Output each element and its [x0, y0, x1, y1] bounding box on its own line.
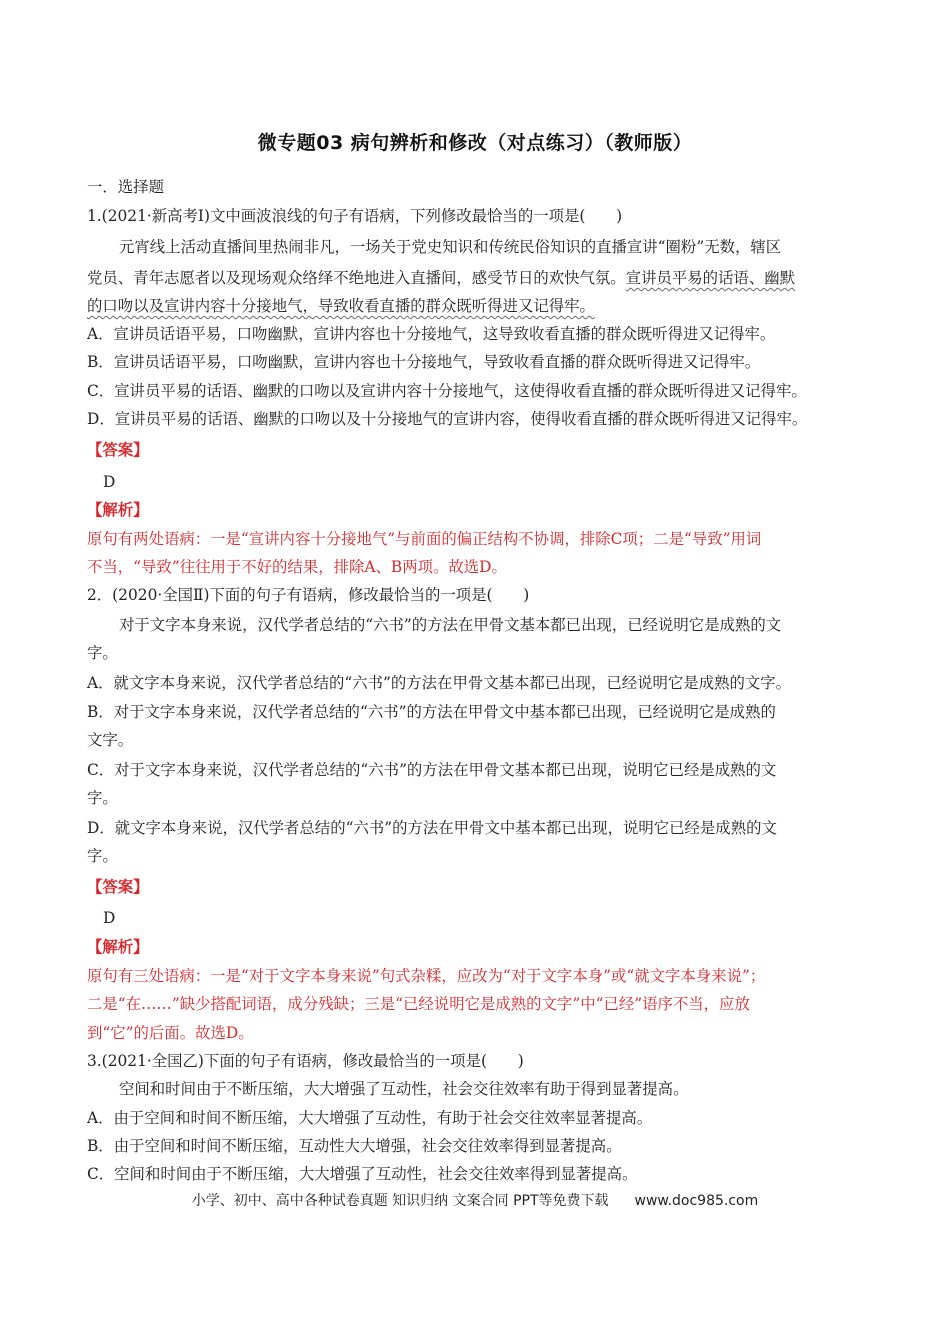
page-footer — [0, 1190, 950, 1210]
q2-answer: D — [103, 909, 116, 927]
q2-answer-tag: 【答案】 — [87, 878, 149, 896]
q1-option-d: D．宣讲员平易的话语、幽默的口吻以及十分接地气的宣讲内容，使得收看直播的群众既听得进又记得牢。 — [87, 410, 808, 428]
q2-passage-line-2: 字。 — [87, 644, 118, 662]
q1-analysis-tag: 【解析】 — [87, 501, 149, 519]
q1-option-a: A．宣讲员话语平易，口吻幽默，宣讲内容也十分接地气，这导致收看直播的群众既听得进又记得牢。 — [87, 325, 776, 343]
q1-stem: 1.(2021·新高考Ⅰ)文中画波浪线的句子有语病，下列修改最恰当的一项是( ) — [87, 207, 623, 225]
q1-analysis-line-2: 不当，“导致”往往用于不好的结果，排除A、B两项。故选D。 — [87, 558, 507, 576]
q3-passage: 空间和时间由于不断压缩，大大增强了互动性，社会交往效率有助于得到显著提高。 — [119, 1080, 689, 1098]
q2-option-c-line-2: 字。 — [87, 789, 118, 807]
q3-stem: 3.(2021·全国乙)下面的句子有语病，修改最恰当的一项是( ) — [87, 1052, 524, 1070]
q2-analysis-line-1: 原句有三处语病：一是“对于文字本身来说”句式杂糅，应改为“对于文字本身”或“就文字本身来说”； — [87, 967, 766, 985]
q1-passage-line-2 — [87, 267, 867, 289]
q1-option-b: B．宣讲员话语平易，口吻幽默，宣讲内容也十分接地气，导致收看直播的群众既听得进又记得牢。 — [87, 353, 761, 371]
footer-text: 小学、初中、高中各种试卷真题 知识归纳 文案合同 PPT等免费下载 — [191, 1193, 609, 1209]
q2-analysis-line-2: 二是“在……”缺少搭配词语，成分残缺；三是“已经说明它是成熟的文字”中“已经”语序不当，应放 — [87, 995, 750, 1013]
q1-passage-line-3 — [87, 295, 867, 317]
q1-analysis-line-1: 原句有两处语病：一是“宣讲内容十分接地气”与前面的偏正结构不协调，排除C项；二是“导致”用词 — [87, 530, 762, 548]
page-title: 微专题03 病句辨析和修改（对点练习）（教师版） — [257, 132, 693, 154]
q2-option-a: A．就文字本身来说，汉代学者总结的“六书”的方法在甲骨文基本都已出现，已经说明它是成熟的文字。 — [87, 674, 792, 692]
q2-option-b-line-1: B．对于文字本身来说，汉代学者总结的“六书”的方法在甲骨文中基本都已出现，已经说明它是成熟的 — [87, 703, 776, 721]
q2-option-c-line-1: C．对于文字本身来说，汉代学者总结的“六书”的方法在甲骨文基本都已出现，说明它已经是成熟的文 — [87, 761, 777, 779]
q1-answer-tag: 【答案】 — [87, 441, 149, 459]
footer-website-link[interactable]: www.doc985.com — [634, 1193, 759, 1209]
q1-option-c: C．宣讲员平易的话语、幽默的口吻以及宣讲内容十分接地气，这使得收看直播的群众既听得进又记得牢。 — [87, 382, 807, 400]
q2-analysis-line-3: 到“它”的后面。故选D。 — [87, 1024, 254, 1042]
q2-option-d-line-1: D．就文字本身来说，汉代学者总结的“六书”的方法在甲骨文中基本都已出现，说明它已经是成熟的文 — [87, 819, 777, 837]
q1-wavy-sentence-part-1: 宣讲员平易的话语、幽默 — [625, 269, 795, 287]
q2-option-d-line-2: 字。 — [87, 847, 118, 865]
q3-option-b: B．由于空间和时间不断压缩，互动性大大增强，社会交往效率得到显著提高。 — [87, 1137, 622, 1155]
q1-answer: D — [103, 473, 116, 491]
q2-analysis-tag: 【解析】 — [87, 938, 149, 956]
q2-option-b-line-2: 文字。 — [87, 731, 134, 749]
q1-passage-line-1: 元宵线上活动直播间里热闹非凡，一场关于党史知识和传统民俗知识的直播宣讲“圈粉”无数，辖区 — [119, 238, 782, 256]
section-heading: 一．选择题 — [87, 178, 164, 196]
q2-passage-line-1: 对于文字本身来说，汉代学者总结的“六书”的方法在甲骨文基本都已出现，已经说明它是成熟的文 — [119, 616, 782, 634]
q1-passage-text: 党员、青年志愿者以及现场观众络绎不绝地进入直播间，感受节日的欢快气氛。 — [87, 269, 626, 287]
q2-stem: 2．(2020·全国Ⅱ)下面的句子有语病，修改最恰当的一项是( ) — [87, 586, 530, 604]
q1-wavy-sentence-part-2: 的口吻以及宣讲内容十分接地气，导致收看直播的群众既听得进又记得牢。 — [87, 297, 595, 315]
q3-option-a: A．由于空间和时间不断压缩，大大增强了互动性，有助于社会交往效率显著提高。 — [87, 1109, 653, 1127]
q3-option-c: C．空间和时间由于不断压缩，大大增强了互动性，社会交往效率得到显著提高。 — [87, 1165, 638, 1183]
